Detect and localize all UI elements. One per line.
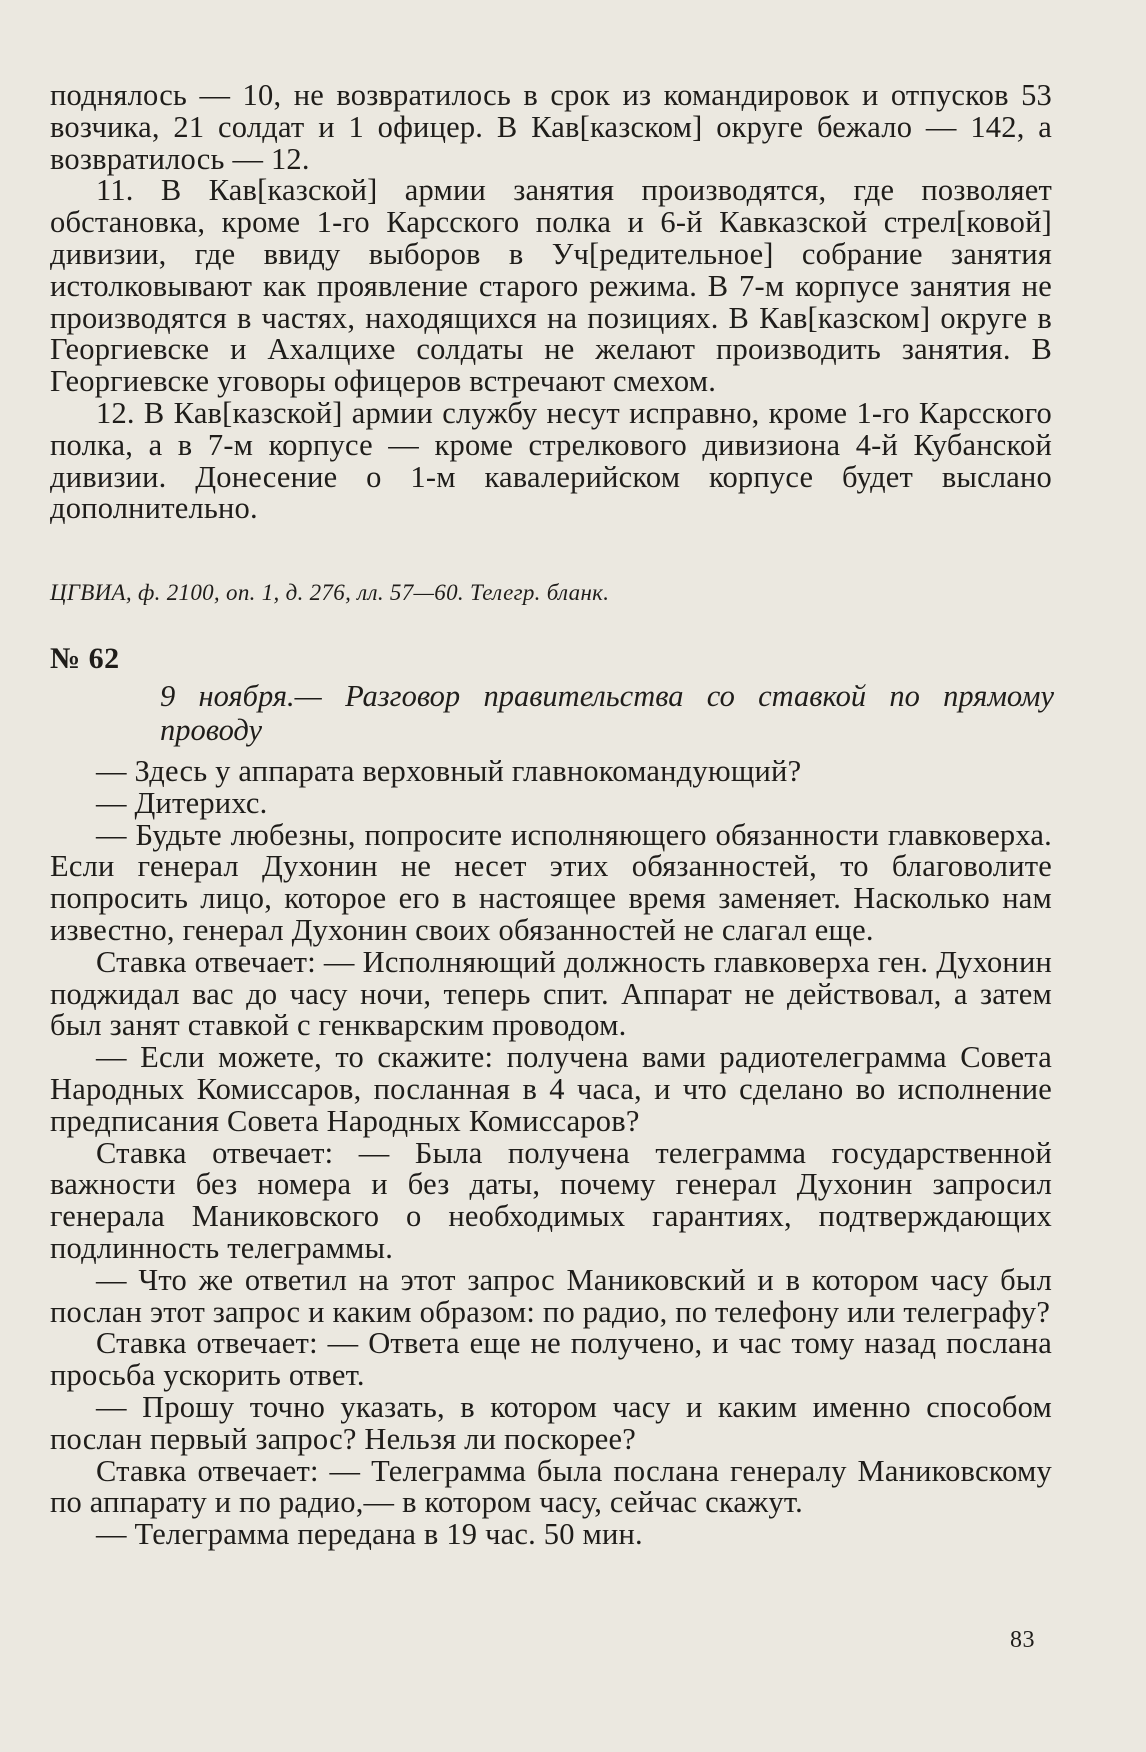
dialogue-line: — Будьте любезны, попросите исполняющего обязанности главковерха. Если генерал Духонин не несет этих обязанностей, то благоволите попросить лицо, которое его в настоящее время заменяет. Насколько нам известно, генерал Духонин своих обязанностей не слагал еще. xyxy=(50,817,1052,947)
dialogue-line: — Что же ответил на этот запрос Маниковский и в котором часу был послан этот запрос и каким образом: по радио, по телефону или телеграфу? xyxy=(50,1262,1052,1329)
dialogue-line: — Телеграмма передана в 19 час. 50 мин. xyxy=(96,1517,643,1552)
dialogue-line: Ставка отвечает: — Ответа еще не получено, и час тому назад послана просьба ускорить ответ. xyxy=(50,1326,1052,1393)
continued-report-text xyxy=(50,80,1052,525)
document-number: № 62 xyxy=(50,642,120,675)
archive-source-reference: ЦГВИА, ф. 2100, оп. 1, д. 276, лл. 57—60. Телегр. бланк. xyxy=(50,580,610,605)
paragraph-continuation: поднялось — 10, не возвратилось в срок из командировок и отпусков 53 возчика, 21 солдат и 1 офицер. В Кав[казском] округе бежало — 142, а возвратилось — 12. xyxy=(50,78,1052,176)
dialogue-transcript xyxy=(50,756,1052,1551)
page-number: 83 xyxy=(1010,1627,1035,1653)
paragraph-item-12: 12. В Кав[казской] армии службу несут исправно, кроме 1-го Карсского полка, а в 7-м корпусе — кроме стрелкового дивизиона 4-й Кубанской дивизии. Донесение о 1-м кавалерийском корпусе будет выслано дополнительно. xyxy=(50,395,1052,526)
paragraph-item-11: 11. В Кав[казской] армии занятия производятся, где позволяет обстановка, кроме 1-го Карсского полка и 6-й Кавказской стрел[ковой] дивизии, где ввиду выборов в Уч[редительное] собрание занятия истолковывают как проявление старого режима. В 7-м корпусе занятия не производятся в частях, находящихся на позициях. В Кав[казском] округе в Георгиевске и Ахалцихе солдаты не желают производить занятия. В Георгиевске уговоры офицеров встречают смехом. xyxy=(50,173,1052,399)
dialogue-line: — Прошу точно указать, в котором часу и каким именно способом послан первый запрос? Нельзя ли поскорее? xyxy=(50,1389,1052,1456)
dialogue-line: — Здесь у аппарата верховный главнокомандующий? xyxy=(96,754,802,788)
document-heading: 9 ноября.— Разговор правительства со ставкой по прямому проводу xyxy=(160,679,1054,747)
dialogue-line: Ставка отвечает: — Телеграмма была послана генералу Маниковскому по аппарату и по радио,— в котором часу, сейчас скажут. xyxy=(50,1453,1052,1520)
dialogue-line: Ставка отвечает: — Была получена телеграмма государственной важности без номера и без даты, почему генерал Духонин запросил генерала Маниковского о необходимых гарантиях, подтверждающих подлинность телеграммы. xyxy=(50,1135,1052,1265)
dialogue-line: — Если можете, то скажите: получена вами радиотелеграмма Совета Народных Комиссаров, посланная в 4 часа, и что сделано во исполнение предписания Совета Народных Комиссаров? xyxy=(50,1040,1052,1138)
dialogue-line: Ставка отвечает: — Исполняющий должность главковерха ген. Духонин поджидал вас до часу ночи, теперь спит. Аппарат не действовал, а затем был занят ставкой с генкварским проводом. xyxy=(50,944,1052,1043)
dialogue-line: — Дитерихс. xyxy=(96,785,268,820)
